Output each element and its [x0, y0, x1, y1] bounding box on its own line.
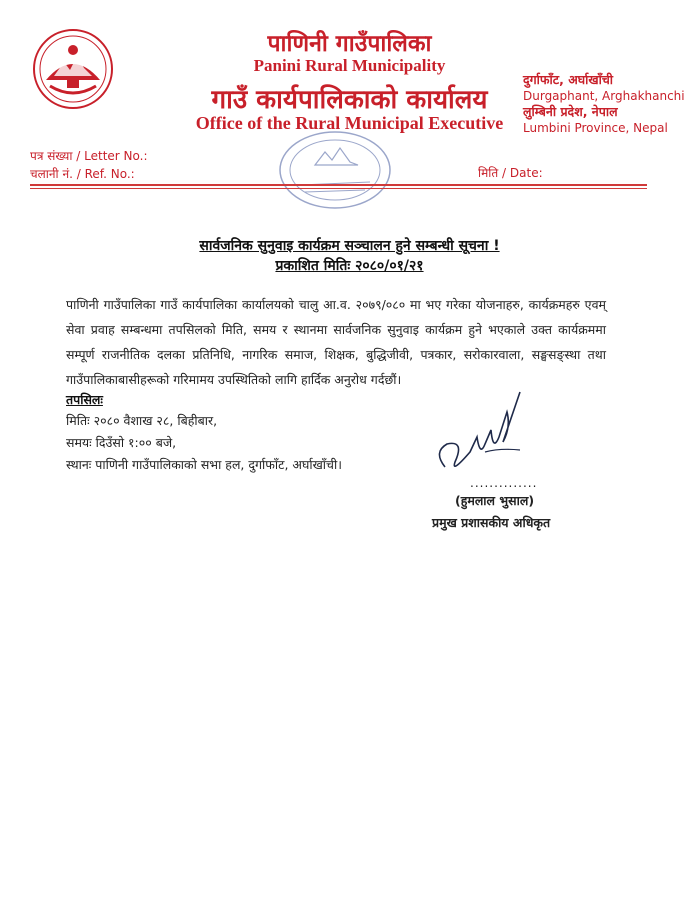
signatory-name: (हुमलाल भुसाल) — [455, 493, 535, 508]
detail-date: मितिः २०८० वैशाख २८, बिहीबार, — [66, 413, 218, 428]
publish-date: प्रकाशित मितिः २०८०/०१/२१ — [275, 258, 424, 274]
municipality-name-np: पाणिनी गाउँपालिका — [267, 31, 432, 57]
municipality-name-en: Panini Rural Municipality — [253, 56, 446, 75]
address-line1-np: दुर्गाफाँट, अर्घाखाँची — [523, 72, 614, 87]
header-rule — [30, 184, 647, 186]
header-rule-thin — [30, 188, 647, 189]
signature-line: .............. — [470, 476, 538, 490]
address-line1-en: Durgaphant, Arghakhanchi — [523, 89, 685, 103]
notice-body: पाणिनी गाउँपालिका गाउँ कार्यपालिका कार्यालयको चालु आ.व. २०७९/०८० मा भए गरेका योजनाहरु, कार्यक्रमहरु एवम् सेवा प्रवाह सम्बन्धमा तपसिलको मिति, समय र स्थानमा सार्वजनिक सुनुवाइ कार्यक्रम हुने भएकाले उक्त कार्यक्रममा सम्पूर्ण राजनीतिक दलका प्रतिनिधि, नागरिक समाज, शिक्षक, बुद्धिजीवी, पत्रकार, सरोकारवाला, सङ्घसङ्स्था तथा गाउँपालिकाबासीहरूको गरिमामय उपस्थितिको लागि हार्दिक अनुरोध गर्दछौं। — [66, 297, 606, 387]
handwritten-signature — [425, 382, 535, 487]
address-block — [523, 72, 685, 136]
detail-time: समयः दिउँसो १:०० बजे, — [66, 435, 177, 450]
office-name-en: Office of the Rural Municipal Executive — [195, 113, 504, 133]
signatory-designation: प्रमुख प्रशासकीय अधिकृत — [432, 515, 551, 530]
letter-no-label: पत्र संख्या / Letter No.: — [30, 149, 148, 163]
tapasil-heading: तपसिलः — [66, 392, 103, 407]
date-label: मिति / Date: — [478, 166, 543, 180]
detail-venue: स्थानः पाणिनी गाउँपालिकाको सभा हल, दुर्गाफाँट, अर्घाखाँची। — [66, 457, 342, 472]
ref-no-label: चलानी नं. / Ref. No.: — [30, 167, 135, 181]
address-line2-en: Lumbini Province, Nepal — [523, 121, 668, 135]
office-stamp-icon — [270, 130, 400, 230]
office-name-np: गाउँ कार्यपालिकाको कार्यालय — [211, 85, 488, 115]
address-line2-np: लुम्बिनी प्रदेश, नेपाल — [523, 104, 618, 119]
notice-title: सार्वजनिक सुनुवाइ कार्यक्रम सञ्चालन हुने सम्बन्धी सूचना ! — [199, 238, 500, 254]
